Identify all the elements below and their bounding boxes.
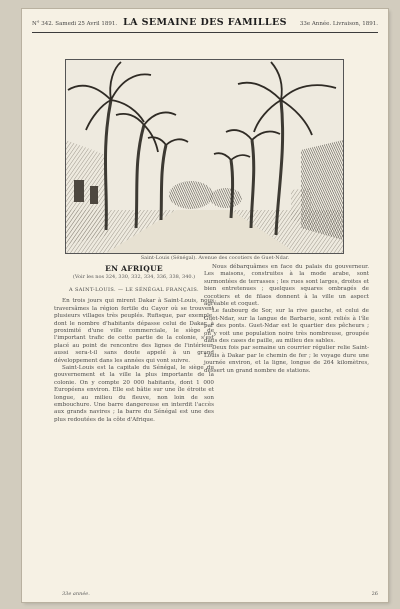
paragraph: Deux fois par semaine un courrier régulier relie Saint-Louis à Dakar par le chemin de fer ; le voyage dure une journée environ, et la ligne, longue de 264 kilomètres, dessert un grand nombre de stations. bbox=[204, 345, 369, 374]
article-references: (Voir les nos 324, 330, 332, 334, 336, 338, 340.) bbox=[72, 274, 196, 281]
engraving-illustration bbox=[65, 59, 344, 254]
page-header bbox=[32, 15, 378, 31]
chapter-heading: A SAINT-LOUIS. — LE SÉNÉGAL FRANÇAIS. bbox=[68, 286, 200, 293]
issue-info: N° 342. Samedi 25 Avril 1891. bbox=[32, 21, 118, 27]
illustration-caption: Saint-Louis (Sénégal). Avenue des cocotiers de Guet-Ndar. bbox=[140, 255, 290, 261]
paragraph: En trois jours qui mirent Dakar à Saint-Louis, nous traversâmes la région fertile du Cayor où se trouvent plusieurs villages très peuplés. Rufisque, par exemple, dont le nombre d'habitants dépasse celui de Dakar, à proximité d'une ville commerciale, le siège de l'important trafic de cette partie de la colonie, s'est placé au point de rencontre des lignes de l'intérieur, aussi sera-t-il sans doute appelé à un grand développement dans les années qui vont suivre. bbox=[54, 298, 214, 364]
paragraph: Nous débarquâmes en face du palais du gouverneur. Les maisons, construites à la mode arabe, sont surmontées de terrasses ; les rues sont larges, droites et bien entretenues ; quelques squares ombragés de cocotiers et de filaos donnent à la ville un aspect agréable et coquet. bbox=[204, 264, 369, 308]
journal-title: LA SEMAINE DES FAMILLES bbox=[123, 17, 287, 28]
article-title: EN AFRIQUE bbox=[105, 264, 163, 273]
page-number: 26 bbox=[371, 591, 378, 597]
volume-signature: 33e année. bbox=[62, 591, 90, 597]
paragraph: Le faubourg de Sor, sur la rive gauche, et celui de Guet-Ndar, sur la langue de Barbarie, sont reliés à l'île par des ponts. Guet-Ndar est le quartier des pêcheurs ; on y voit une population noire très nombreuse, groupée dans des cases de paille, au milieu des sables. bbox=[204, 308, 369, 345]
year-info: 33e Année. Livraison, 1891. bbox=[299, 21, 378, 27]
article-left-column bbox=[54, 262, 214, 424]
scanned-page bbox=[22, 9, 388, 602]
article-right-column bbox=[204, 264, 369, 375]
header-rule bbox=[32, 32, 378, 33]
paragraph: Saint-Louis est la capitale du Sénégal, le siège du gouvernement et la ville la plus importante de la colonie. On y compte 20 000 habitants, dont 1 000 Européens environ. Elle est bâtie sur une île étroite et longue, au milieu du fleuve, non loin de son embouchure. Une barre dangereuse en interdit l'accès aux grands navires ; la barre du Sénégal est une des plus redoutées de la côte d'Afrique. bbox=[54, 364, 214, 423]
palm-avenue-engraving bbox=[66, 60, 343, 253]
